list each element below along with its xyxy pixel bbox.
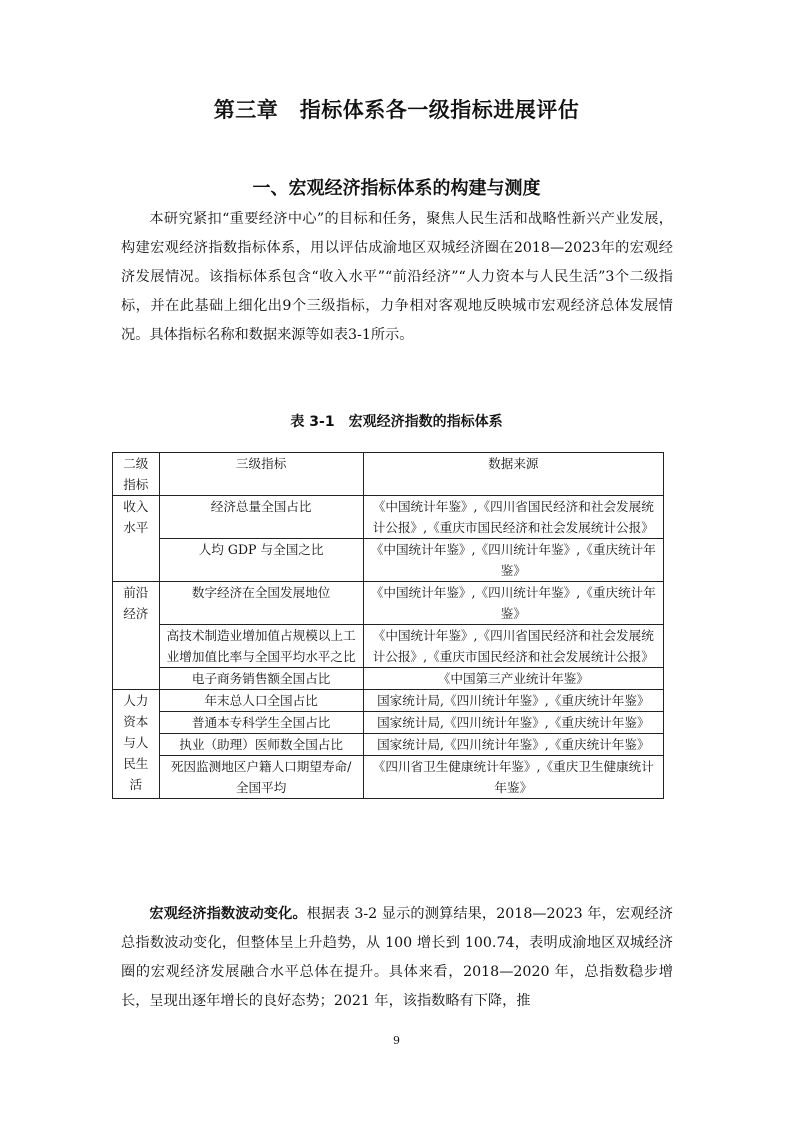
indicator-cell: 经济总量全国占比 [159,496,363,539]
source-cell: 《中国统计年鉴》,《四川统计年鉴》,《重庆统计年鉴》 [363,539,663,582]
indicator-cell: 普通本专科学生全国占比 [159,712,363,734]
source-cell: 《中国统计年鉴》,《四川省国民经济和社会发展统计公报》,《重庆市国民经济和社会发展统计公报》 [363,496,663,539]
indicator-cell: 数字经济在全国发展地位 [159,582,363,625]
source-cell: 国家统计局,《四川统计年鉴》,《重庆统计年鉴》 [363,734,663,756]
table-row [113,496,664,539]
source-cell: 国家统计局,《四川统计年鉴》,《重庆统计年鉴》 [363,712,663,734]
table-caption: 表 3-1 宏观经济指数的指标体系 [290,414,503,430]
table-row [113,539,664,582]
level2-cell: 收入水平 [113,496,160,582]
indicator-cell: 年末总人口全国占比 [159,690,363,712]
table-row [113,668,664,690]
header-level3: 三级指标 [159,453,363,496]
indicator-cell: 人均 GDP 与全国之比 [159,539,363,582]
level2-cell: 前沿经济 [113,582,160,690]
table-row [113,625,664,668]
paragraph-lead: 宏观经济指数波动变化。 [149,906,307,922]
indicator-cell: 电子商务销售额全国占比 [159,668,363,690]
level2-cell: 人力资本与人民生活 [113,690,160,799]
header-source: 数据来源 [363,453,663,496]
table-row [113,582,664,625]
chapter-title: 第三章 指标体系各一级指标进展评估 [213,98,580,122]
table-row [113,756,664,799]
indicator-table [112,452,664,799]
indicator-cell: 死因监测地区户籍人口期望寿命/全国平均 [159,756,363,799]
indicator-cell: 执业（助理）医师数全国占比 [159,734,363,756]
source-cell: 《中国统计年鉴》,《四川省国民经济和社会发展统计公报》,《重庆市国民经济和社会发展统计公报》 [363,625,663,668]
source-cell: 《中国统计年鉴》,《四川统计年鉴》,《重庆统计年鉴》 [363,582,663,625]
analysis-paragraph [121,900,673,1032]
section-title: 一、宏观经济指标体系的构建与测度 [252,178,541,199]
page-number: 9 [393,1034,400,1047]
paragraph-body: 根据表 3-2 显示的测算结果，2018—2023 年，宏观经济总指数波动变化，但整体呈上升趋势，从 100 增长到 100.74，表明成渝地区双城经济圈的宏观经济发展融合水平总体在提升。具体来看，2018—2020 年，总指数稳步增长，呈现出逐年增长的良好态势；2021 年，该指数略有下降，推 [121,906,673,1009]
source-cell: 《中国第三产业统计年鉴》 [363,668,663,690]
source-cell: 国家统计局,《四川统计年鉴》,《重庆统计年鉴》 [363,690,663,712]
header-level2: 二级指标 [113,453,160,496]
table-row [113,734,664,756]
table-row [113,712,664,734]
indicator-cell: 高技术制造业增加值占规模以上工业增加值比率与全国平均水平之比 [159,625,363,668]
table-header-row [113,453,664,496]
table-row [113,690,664,712]
intro-paragraph: 本研究紧扣“重要经济中心”的目标和任务，聚焦人民生活和战略性新兴产业发展，构建宏观经济指数指标体系，用以评估成渝地区双城经济圈在2018—2023年的宏观经济发展情况。该指标体系包含“收入水平”“前沿经济”“人力资本与人民生活”3个二级指标，并在此基础上细化出9个三级指标，力争相对客观地反映城市宏观经济总体发展情况。具体指标名称和数据来源等如表3-1所示。 [121,211,673,343]
source-cell: 《四川省卫生健康统计年鉴》,《重庆卫生健康统计年鉴》 [363,756,663,799]
